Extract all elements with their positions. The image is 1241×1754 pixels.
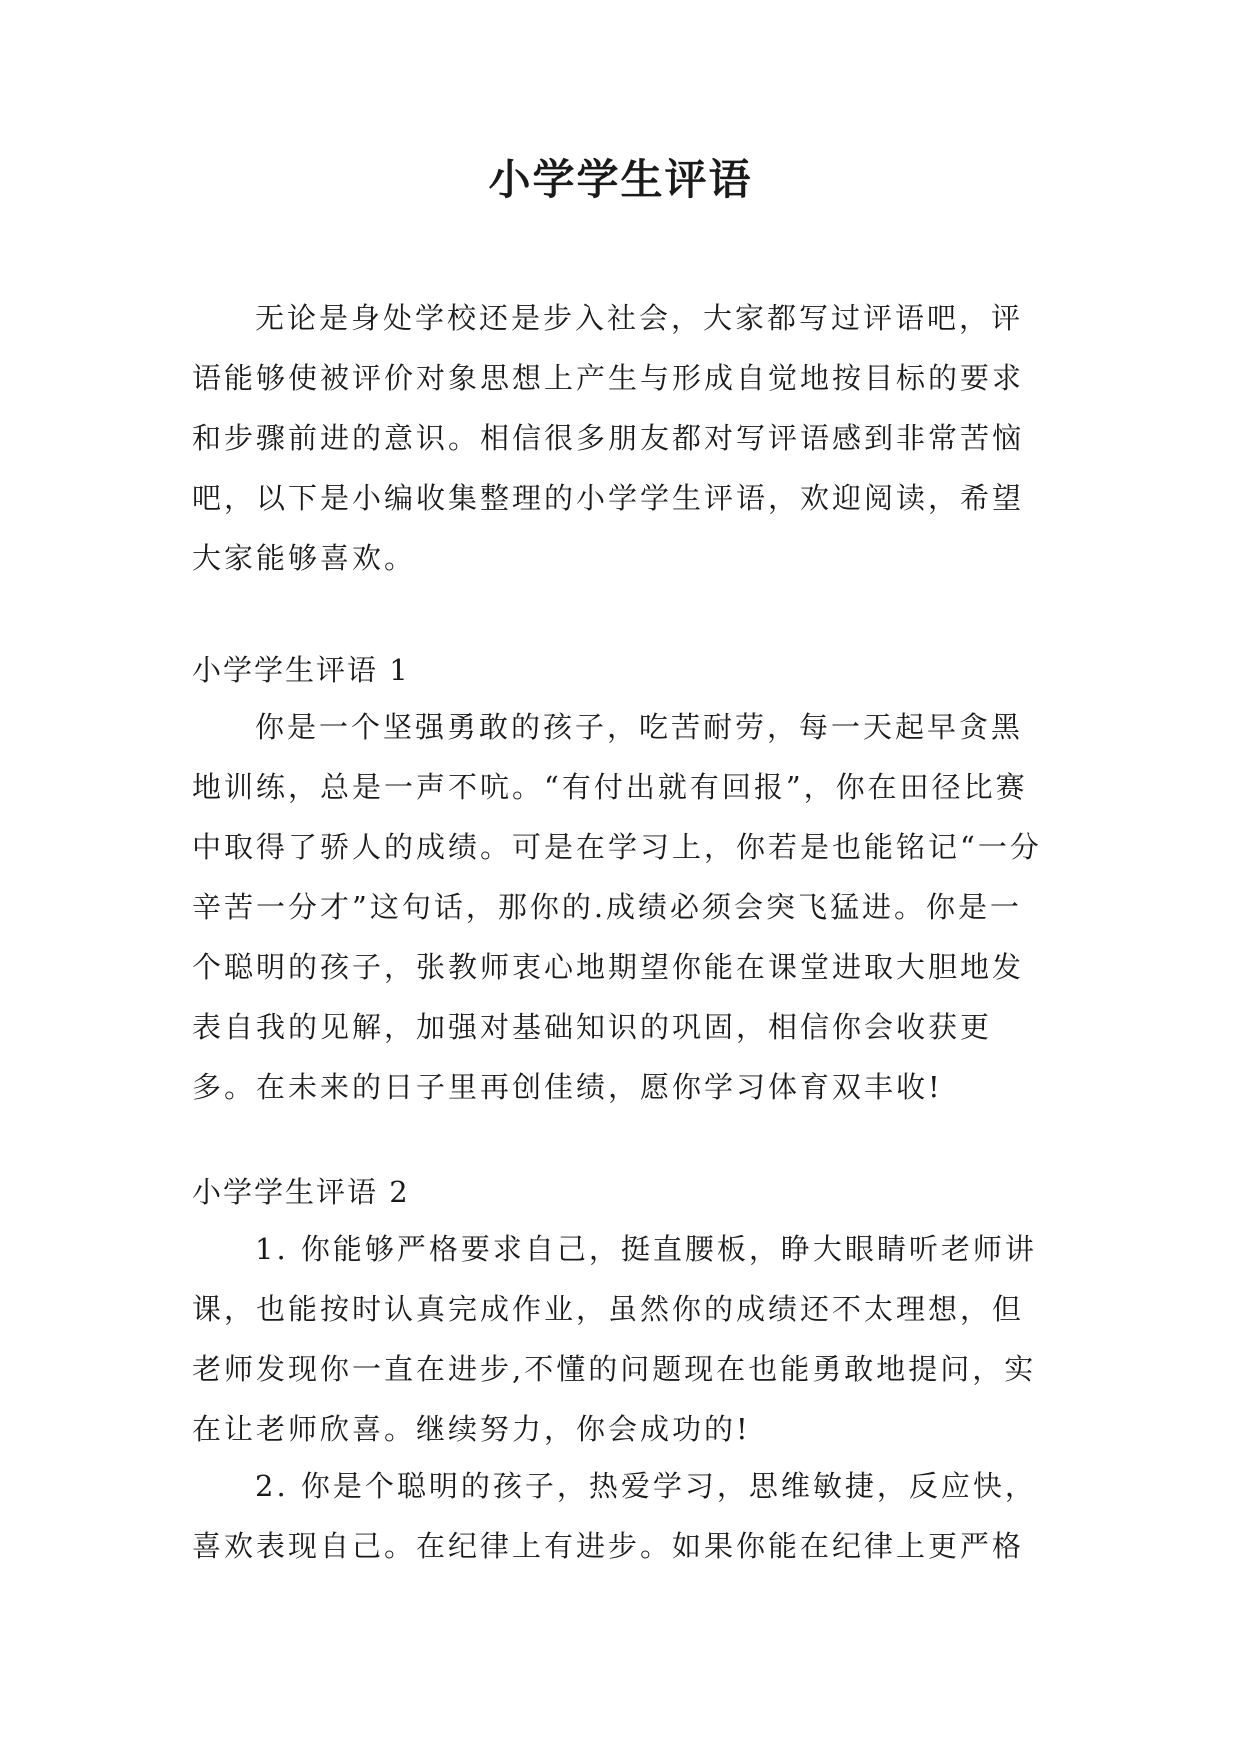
intro-paragraph: 无论是身处学校还是步入社会，大家都写过评语吧，评语能够使被评价对象思想上产生与形成自觉地按目标的要求和步骤前进的意识。相信很多朋友都对写评语感到非常苦恼吧，以下是小编收集整理的小学学生评语，欢迎阅读，希望大家能够喜欢。	[192, 301, 1025, 575]
section-2-paragraph-1: 1. 你能够严格要求自己，挺直腰板，睁大眼睛听老师讲课，也能按时认真完成作业，虽然你的成绩还不太理想，但老师发现你一直在进步,不懂的问题现在也能勇敢地提问，实在让老师欣喜。继续努力，你会成功的!	[192, 1232, 1037, 1446]
section-heading-1: 小学学生评语 1	[192, 653, 410, 687]
document-title: 小学学生评语	[488, 155, 753, 204]
section-heading-2: 小学学生评语 2	[192, 1175, 410, 1209]
section-2-paragraph-2: 2. 你是个聪明的孩子，热爱学习，思维敏捷，反应快，喜欢表现自己。在纪律上有进步。如果你能在纪律上更严格	[192, 1469, 1037, 1563]
section-1-paragraph-1: 你是一个坚强勇敢的孩子，吃苦耐劳，每一天起早贪黑地训练，总是一声不吭。“有付出就有回报”，你在田径比赛中取得了骄人的成绩。可是在学习上，你若是也能铭记“一分辛苦一分才”这句话，那你的.成绩必须会突飞猛进。你是一个聪明的孩子，张教师衷心地期望你能在课堂进取大胆地发表自我的见解，加强对基础知识的巩固，相信你会收获更多。在未来的日子里再创佳绩，愿你学习体育双丰收!	[192, 710, 1042, 1104]
